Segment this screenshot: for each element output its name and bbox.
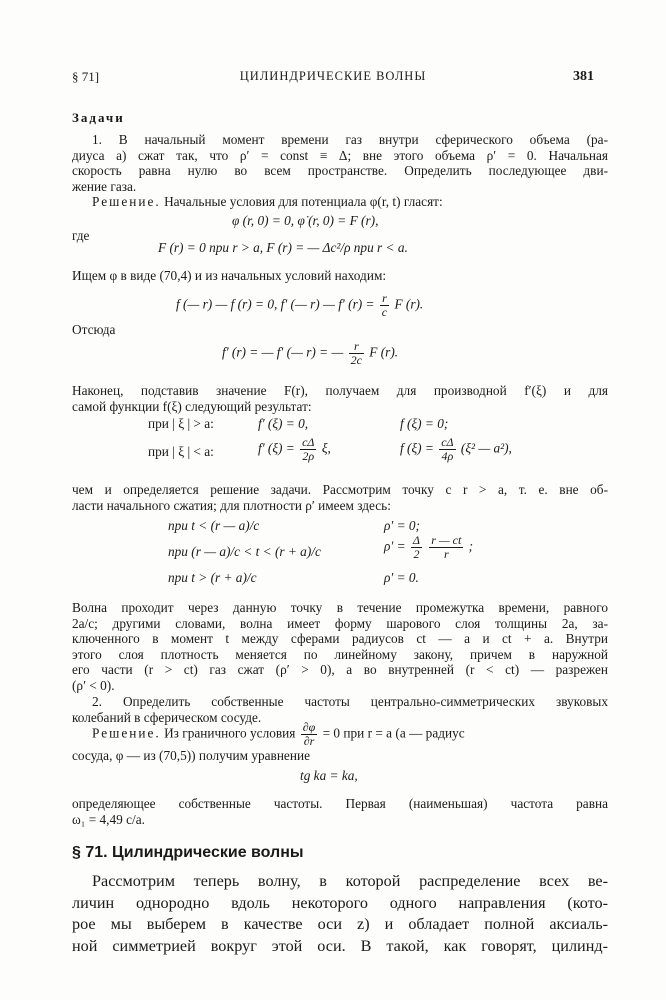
frac-num: cΔ (441, 435, 454, 449)
frac-num: r (380, 292, 389, 306)
text-line: его части (r > ct) газ сжат (ρ′ > 0), а во внутренней (r < ct) — разрежен (72, 662, 608, 678)
equation-f-prime (222, 340, 398, 367)
fraction-dphi-dr (301, 721, 318, 748)
density-case-3-value: ρ′ = 0. (384, 570, 419, 585)
text-line: Волна проходит через данную точку в течение промежутка времени, равного (72, 600, 608, 615)
frac-den: c (381, 305, 388, 319)
eq-part: ξ, (321, 440, 331, 456)
text-line: скорость равна нулю во всем пространстве. Определить последующее дви- (72, 163, 608, 179)
frac-den: 2 (413, 547, 420, 561)
eq-part: F (r). (369, 344, 399, 360)
seek-phi-text: Ищем φ в виде (70,4) и из начальных условий находим: (72, 268, 387, 283)
result-cond-inside: при | ξ | < a: (148, 444, 214, 459)
solution-text: Начальные условия для потенциала φ(r, t) гласят: (164, 194, 443, 209)
wave-paragraph (72, 600, 608, 694)
frac-num: r — ct (431, 533, 462, 547)
text-line: рое мы выберем в качестве оси z) и обладает полной аксиаль- (72, 915, 608, 933)
text-line: 2a/c; другими словами, волна имеет форму шарового слоя толщины 2a, за- (72, 615, 608, 631)
frac-den: 2ρ (302, 449, 315, 463)
text-line: определяющее собственные частоты. Первая (наименьшая) частота равна (72, 796, 608, 811)
equation-f-conditions (176, 292, 423, 319)
equation-F-definition: F (r) = 0 при r > a, F (r) = — Δc²/ρ при r < a. (158, 240, 408, 255)
frac-num: r (349, 340, 364, 354)
fraction-r-over-c (380, 292, 389, 319)
text-line: Наконец, подставив значение F(r), получаем для производной f′(ξ) и для (72, 383, 608, 398)
solution-label: Решение. (92, 725, 161, 741)
solution-2-line2: сосуда, φ — из (70,5)) получим уравнение (72, 748, 310, 763)
solution-1-intro (92, 194, 443, 210)
fraction-delta-over-2 (411, 534, 422, 561)
text-line: диуса a) сжат так, что ρ′ = const ≡ Δ; вне этого объема ρ′ = 0. Начальная (72, 147, 608, 163)
hence-label: Отсюда (72, 322, 116, 337)
eq-part: f′ (r) = — f′ (— r) = — (222, 344, 344, 360)
solution-label: Решение. (92, 194, 161, 209)
density-case-3-cond: при t > (r + a)/c (168, 570, 257, 585)
text-line: жение газа. (72, 178, 137, 194)
result-cond-outside: при | ξ | > a: (148, 416, 214, 431)
text-line: 1. В начальный момент времени газ внутри сферического объема (ра- (92, 132, 608, 147)
result-f-outside: f (ξ) = 0; (400, 416, 449, 431)
text-line: колебаний в сферическом сосуде. (72, 709, 262, 725)
fraction-cdelta-4rho (439, 436, 455, 463)
section-body (72, 871, 608, 957)
text-line: 2. Определить собственные частоты центрально-симметрических звуковых (92, 694, 608, 709)
eq-part: f (ξ) = (400, 440, 434, 456)
frac-den: ∂r (303, 734, 315, 748)
text-line: ласти начального сжатия; для плотности ρ′ имеем здесь: (72, 497, 391, 513)
solution-text: = 0 при r = a (a — радиус (322, 725, 465, 741)
result-fprime-inside (258, 436, 331, 463)
frac-num: cΔ (302, 435, 315, 449)
equation-initial-conditions: φ (r, 0) = 0, φ̇ (r, 0) = F (r), (232, 213, 379, 228)
eq-part: ; (468, 538, 474, 554)
equation-tg: tg ka = ka, (300, 768, 358, 783)
text-line: самой функции f(ξ) следующий результат: (72, 398, 312, 414)
eq-part: (ξ² — a²), (460, 440, 512, 456)
density-case-1-cond: при t < (r — a)/c (168, 518, 260, 533)
text-line: ω₁ = 4,49 c/a. (72, 811, 145, 827)
text-line: личин однородно вдоль некоторого одного направления (кото- (72, 893, 608, 912)
page-number: 381 (573, 69, 594, 84)
frac-den: 4ρ (441, 449, 454, 463)
solution-text: Из граничного условия (164, 725, 296, 741)
result-fprime-outside: f′ (ξ) = 0, (258, 416, 309, 431)
problem-1-statement (72, 132, 608, 194)
header-title: ЦИЛИНДРИЧЕСКИЕ ВОЛНЫ (239, 69, 427, 83)
section-title: § 71. Цилиндрические волны (72, 844, 304, 861)
frac-num: Δ (412, 533, 420, 547)
frac-num: ∂φ (302, 720, 316, 734)
eq-part: f′ (ξ) = (258, 440, 295, 456)
eq-part: F (r). (394, 296, 424, 312)
text-line: этого слоя плотность меняется по линейному закону, причем в наружной (72, 646, 608, 662)
finally-paragraph (72, 383, 608, 414)
fraction-r-over-2c (349, 340, 364, 367)
result-f-inside (400, 436, 512, 463)
text-line: (ρ′ < 0). (72, 677, 115, 693)
eq-part: f (— r) — f (r) = 0, f′ (— r) — f′ (r) = (176, 296, 375, 312)
density-case-2-value (384, 534, 473, 561)
header-section-ref: § 71] (72, 69, 100, 84)
text-line: чем и определяется решение задачи. Рассмотрим точку с r > a, т. е. вне об- (72, 482, 608, 497)
density-case-2-cond: при (r — a)/c < t < (r + a)/c (168, 544, 321, 559)
problems-heading: Задачи (72, 110, 125, 125)
frac-den: 2c (350, 353, 362, 367)
fraction-cdelta-2rho (300, 436, 316, 463)
text-line: ной симметрией вокруг этой оси. В такой, как говорят, цилинд- (72, 936, 608, 955)
where-label: где (72, 228, 90, 243)
eq-part: ρ′ = (384, 538, 406, 554)
density-case-1-value: ρ′ = 0; (384, 518, 420, 533)
solution-2-intro (92, 721, 465, 748)
final-paragraph (72, 796, 608, 827)
text-line: ключенного в момент t между сферами радиусов ct — a и ct + a. Внутри (72, 631, 608, 647)
consider-paragraph (72, 482, 608, 513)
text-line: Рассмотрим теперь волну, в которой распределение всех ве- (92, 872, 608, 890)
frac-den: r (443, 547, 449, 561)
fraction-r-minus-ct (429, 534, 463, 561)
